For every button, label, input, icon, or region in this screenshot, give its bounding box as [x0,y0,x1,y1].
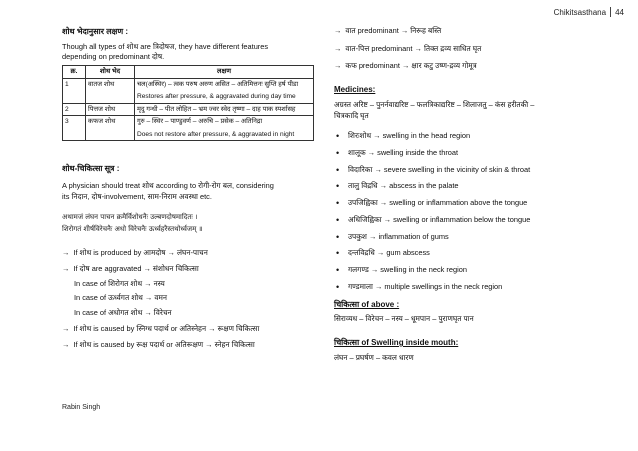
cell-line: Restores after pressure, & aggravated during day time [137,93,296,101]
treatment-line [62,340,314,351]
table-cell: पित्तज शोथ [86,103,135,116]
table-cell: 2 [63,103,86,116]
list-item: • तालु विद्रधि → abscess in the palate [334,181,598,192]
list-item: • गण्डमाला → multiple swellings in the neck region [334,282,598,293]
list-item: • अधिजिह्विका → swelling or inflammation below the tongue [334,215,598,226]
list-item: • विदारिका → severe swelling in the vicinity of skin & throat [334,165,598,176]
list-item: • उपकुश → inflammation of gums [334,232,598,243]
arrow-icon: → [334,26,342,35]
medicines-line1: अग्रस्त अरिष्ट – पुनर्नवाद्यरिष्ट – फलत्रिकाद्यरिष्ट – शिलाजतु – कंस हरीतकी – [334,99,535,109]
treatment-line [334,61,598,72]
table-row [63,78,314,103]
lakshana-table [62,65,314,141]
treatment-subline: In case of ऊर्ध्वगत शोथ → वमन [74,293,168,303]
verse-line: शिरोगतं शीर्षविरेचनैः अधो विरेचनैः ऊर्ध्वहरैस्तथोर्ध्वजम् ॥ [62,225,203,234]
cell-line: चल(अस्थिर) – त्वक परुष अरुण असित – अतिमित्तनः सुप्ति हर्ष पीडा [137,80,299,88]
table-header-cell: क्र. [63,66,86,79]
table-cell: 3 [63,116,86,141]
table-cell [135,78,314,103]
list-item: • गलगण्ड → swelling in the neck region [334,265,598,276]
treatment-subline: In case of अधोगत शोथ → विरेचन [74,308,172,318]
treatment-line [334,26,598,37]
table-cell: कफज शोथ [86,116,135,141]
arrow-icon: → [62,323,70,333]
verse-line: अथामजं लंघन पाचन क्रमैर्विशोधनैः उल्बणदोषमादितः । [62,213,198,222]
table-row [63,116,314,141]
arrow-icon: → [62,248,70,258]
chikitsa-text: सिराव्यध – विरेचन – नस्य – धूमपान – पुराणघृत पान [334,314,474,324]
arrow-icon: → [334,43,342,53]
treatment-line [62,248,314,259]
list-item: • शालूक → swelling inside the throat [334,148,598,159]
treatment-line [334,44,598,55]
treatment-text: If शोथ is caused by रूक्ष पदार्थ or अतिरूक्षण → स्नेहन चिकित्सा [73,339,255,349]
left-column [62,26,314,350]
list-item: • उपजिह्विका → swelling or inflammation above the tongue [334,198,598,209]
cell-line: गुरु – स्थिर – पाण्डुवर्ण – अरुचि – प्रसेक – अतिनिद्रा [137,118,263,126]
sanskrit-verse [62,212,314,236]
arrow-icon: → [62,263,70,273]
arrow-icon: → [62,339,70,349]
cell-line: Does not restore after pressure, & aggravated in night [137,130,295,138]
medicines-title: Medicines: [334,85,376,95]
treatment-line [62,324,314,335]
chikitsa-title: चिकित्सा of above : [334,299,400,309]
page-header [554,7,624,17]
treatment-text: If शोथ is produced by आमदोष → लंघन-पाचन [73,248,208,258]
table-cell: वातज शोथ [86,78,135,103]
treatment-text: If दोष are aggravated → संशोधन चिकित्सा [73,263,199,273]
treatment-subline: In case of शिरोगत शोथ → नस्य [74,278,165,288]
treatment-text: कफ predominant → क्षार कटु उष्ण-द्रव्य गोमूत्र [345,61,477,71]
mouth-chikitsa-text: लंघन – प्रघर्षण – कवल धारण [334,352,414,362]
page-footer-author: Rabin Singh [62,404,101,411]
header-title: Chikitsasthana [553,7,607,17]
treatment-text: वात predominant → निरूह बस्ति [345,26,442,35]
medicines-line2: चित्रकादि घृत [334,110,369,120]
table-row [63,103,314,116]
table-header-row [63,66,314,79]
intro-text-line1: Though all types of शोथ are त्रिदोषज, they have different features [62,41,269,51]
list-item: • शिरःशोथ → swelling in the head region [334,131,598,142]
sutra-text-line2: its निदान, दोष-involvement, साम-निराम अवस्था etc. [62,191,212,201]
page-number: 44 [615,7,624,17]
treatment-text: If शोथ is caused by स्निग्ध पदार्थ or अतिस्नेहन → रूक्षण चिकित्सा [73,323,260,333]
right-column [334,26,598,363]
arrow-icon: → [334,61,342,71]
section-title-chikitsa-sutra: शोथ-चिकित्सा सूत्र : [62,164,120,174]
mouth-chikitsa-title: चिकित्सा of Swelling inside mouth: [334,337,459,347]
table-cell [135,116,314,141]
section-title-shotha-lakshana: शोथ भेदानुसार लक्षण : [62,27,129,36]
table-cell: 1 [63,78,86,103]
list-item: • दन्तविद्रधि → gum abscess [334,248,598,259]
header-divider [610,7,611,17]
sutra-text-line1: A physician should treat शोथ according to रोगी-रोग बल, considering [62,180,274,190]
intro-text-line2: depending on predominant दोष. [62,52,165,62]
treatment-text: वात-पित्त predominant → तिक्त द्रव्य साधित घृत [345,43,482,53]
table-header-cell: शोथ भेद [86,66,135,79]
table-header-cell: लक्षण [135,66,314,79]
treatment-line [62,264,314,275]
table-cell: मृदु गन्धी – पीत लोहित – भ्रम ज्वर स्वेद तृष्णा – दाह पाक स्पर्शासह [135,103,314,116]
disease-list [334,131,598,292]
